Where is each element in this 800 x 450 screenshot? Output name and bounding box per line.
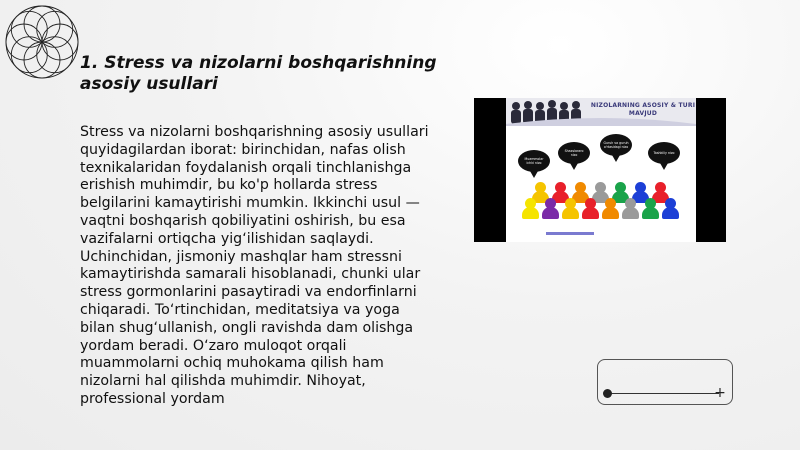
person-silhouette-icon [662, 198, 679, 219]
person-silhouette-icon [642, 198, 659, 219]
person-silhouette-icon [602, 198, 619, 219]
spirograph-logo-icon [2, 2, 82, 82]
slider-track[interactable] [607, 393, 719, 394]
figure-caption: NIZOLARNING ASOSIY & TURI MAVJUD [590, 102, 696, 117]
person-body [602, 207, 619, 219]
speech-bubble-icon [518, 150, 550, 172]
slide-title: 1. Stress va nizolarni boshqarishning asosiy usullari [80, 53, 437, 94]
speech-bubble-icon [600, 134, 632, 156]
person-body [582, 207, 599, 219]
person-silhouette-icon [542, 198, 559, 219]
person-silhouette-icon [622, 198, 639, 219]
slider-start-dot-icon[interactable] [603, 389, 612, 398]
person-silhouette-icon [562, 198, 579, 219]
speech-bubble-text: Tashkiliy nizo [653, 151, 675, 155]
person-body [542, 207, 559, 219]
speech-bubble-text: Muammolar ichki nizo [524, 157, 544, 165]
speech-bubble-icon [648, 142, 680, 164]
person-body [642, 207, 659, 219]
speech-bubble-text: Shaxslararo nizo [564, 149, 584, 157]
figure-footer-bar [546, 232, 594, 235]
slide-body-text: Stress va nizolarni boshqarishning asosiy usullari quyidagilardan iborat: birinchidan, nafas olish texnikalaridan foydalanish orqali tinchlanishga erishish muhimdir, bu ko'p hollarda stress belgilarini kamaytirishi mumkin. Ikkinchi usul — vaqtni boshqarish qobiliyatini oshirish, bu esa vazifalarni ortiqcha yig‘ilishidan saqlaydi. Uchinchidan, jismoniy mashqlar ham stressni kamaytirishda samarali hisoblanadi, chunki ular stress gormonlarini pasaytiradi va endorfinlarni chiqaradi. To‘rtinchidan, meditatsiya va yoga bilan shug‘ullanish, ongli ravishda dam olishga yordam beradi. O‘zaro muloqot orqali muammolarni ochiq muhokama qilish ham nizolarni hal qilishda muhimdir. Nihoyat, professional yordam [80, 124, 429, 407]
person-body [562, 207, 579, 219]
person-body [522, 207, 539, 219]
person-body [662, 207, 679, 219]
speech-bubble-text: Guruh va guruh o'rtasidagi nizo [603, 141, 629, 149]
speech-bubble-icon [558, 142, 590, 164]
slide-image-content [506, 98, 696, 242]
person-silhouette-icon [522, 198, 539, 219]
plus-icon[interactable]: + [714, 385, 726, 401]
person-silhouette-icon [582, 198, 599, 219]
person-body [622, 207, 639, 219]
slide-image [474, 98, 726, 242]
